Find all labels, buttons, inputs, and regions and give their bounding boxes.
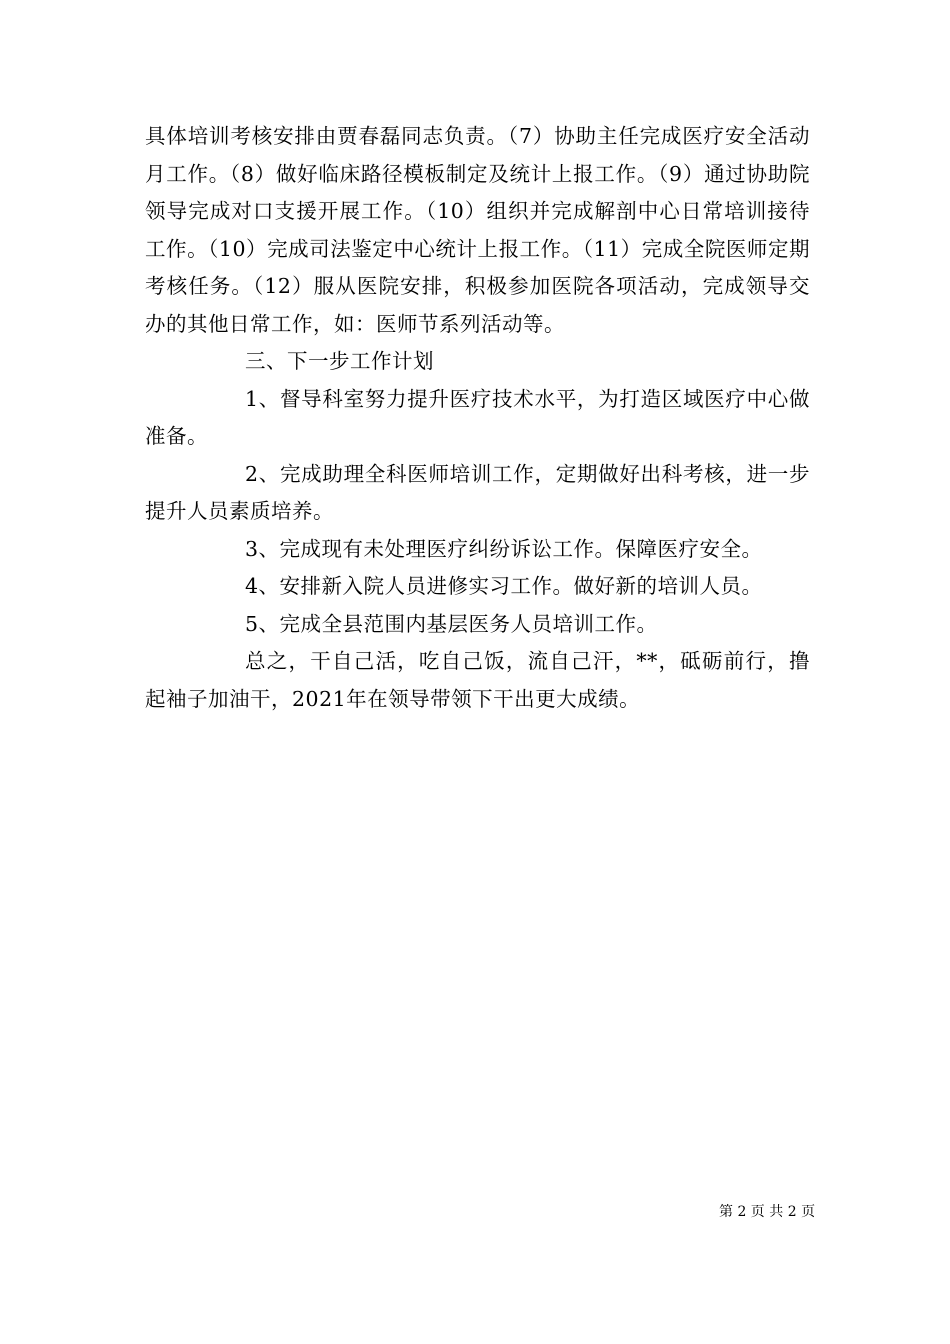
plan-item-1: 1、督导科室努力提升医疗技术水平，为打造区域医疗中心做准备。 [145,386,810,448]
page-number-footer: 第 2 页 共 2 页 [719,1204,816,1220]
plan-item-2: 2、完成助理全科医师培训工作，定期做好出科考核，进一步提升人员素质培养。 [145,461,810,523]
plan-item-5: 5、完成全县范围内基层医务人员培训工作。 [245,611,658,636]
document-body [145,118,810,718]
plan-item-3: 3、完成现有未处理医疗纠纷诉讼工作。保障医疗安全。 [245,536,763,561]
section-heading: 三、下一步工作计划 [245,349,434,373]
paragraph-continuation: 具体培训考核安排由贾春磊同志负责。（7）协助主任完成医疗安全活动月工作。（8）做好临床路径模板制定及统计上报工作。（9）通过协助院领导完成对口支援开展工作。（10）组织并完成解剖中心日常培训接待工作。（10）完成司法鉴定中心统计上报工作。（11）完成全院医师定期考核任务。（12）服从医院安排，积极参加医院各项活动，完成领导交办的其他日常工作，如：医师节系列活动等。 [145,124,810,336]
conclusion-paragraph: 总之，干自己活，吃自己饭，流自己汗，**，砥砺前行，撸起袖子加油干，2021年在领导带领下干出更大成绩。 [145,649,810,711]
plan-item-4: 4、安排新入院人员进修实习工作。做好新的培训人员。 [245,574,763,598]
